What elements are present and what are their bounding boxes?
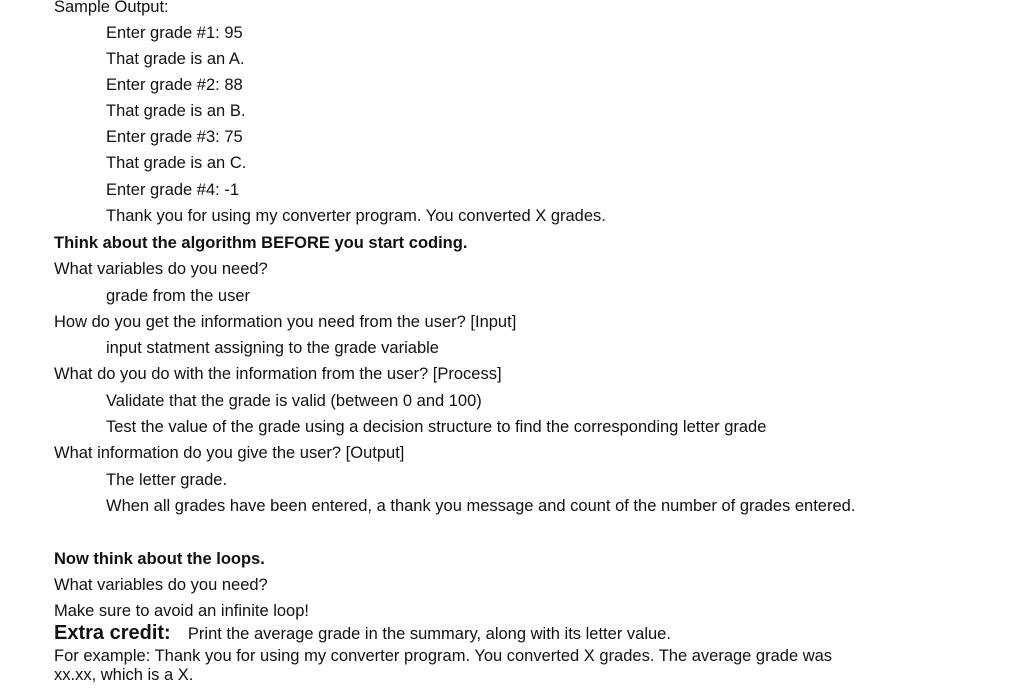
- extra-credit-line: [54, 623, 671, 644]
- sample-line: Thank you for using my converter program. You converted X grades.: [106, 207, 606, 225]
- extra-credit-example-1: For example: Thank you for using my converter program. You converted X grades. The average grade was: [54, 647, 833, 665]
- algorithm-heading: Think about the algorithm BEFORE you start coding.: [54, 234, 468, 252]
- loops-question-variables: What variables do you need?: [54, 576, 268, 594]
- sample-line: Enter grade #4: -1: [106, 181, 239, 199]
- extra-credit-label: Extra credit:: [54, 622, 171, 644]
- sample-line: That grade is an A.: [106, 50, 245, 68]
- extra-credit-text: Print the average grade in the summary, along with its letter value.: [187, 625, 671, 643]
- sample-line: That grade is an C.: [106, 154, 247, 172]
- loops-warning: Make sure to avoid an infinite loop!: [54, 602, 309, 620]
- answer-process-2: Test the value of the grade using a decision structure to find the corresponding letter grade: [106, 418, 767, 436]
- loops-heading: Now think about the loops.: [54, 550, 265, 568]
- answer-variables: grade from the user: [106, 287, 250, 305]
- answer-output-1: The letter grade.: [106, 471, 228, 489]
- answer-output-2: When all grades have been entered, a thank you message and count of the number of grades entered.: [106, 497, 856, 515]
- question-input: How do you get the information you need from the user? [Input]: [54, 313, 517, 331]
- question-variables: What variables do you need?: [54, 260, 268, 278]
- sample-line: That grade is an B.: [106, 102, 246, 120]
- sample-line: Enter grade #2: 88: [106, 76, 243, 94]
- sample-line: Enter grade #3: 75: [106, 128, 243, 146]
- answer-input: input statment assigning to the grade variable: [106, 339, 439, 357]
- answer-process-1: Validate that the grade is valid (between 0 and 100): [106, 392, 482, 410]
- sample-line: Enter grade #1: 95: [106, 24, 243, 42]
- question-process: What do you do with the information from the user? [Process]: [54, 365, 502, 383]
- sample-output-heading: Sample Output:: [54, 0, 169, 16]
- extra-credit-example-2: xx.xx, which is a X.: [54, 666, 194, 684]
- question-output: What information do you give the user? [Output]: [54, 444, 405, 462]
